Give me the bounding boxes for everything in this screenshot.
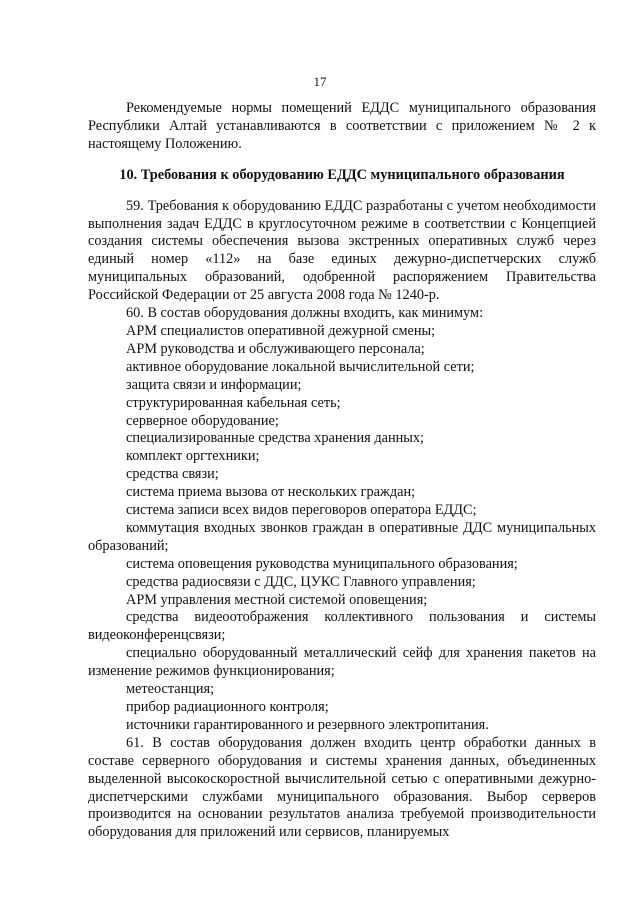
paragraph-60-intro: 60. В состав оборудования должны входить, как минимум: bbox=[126, 305, 484, 322]
list-item: система приема вызова от нескольких граждан; bbox=[126, 484, 416, 501]
list-item: метеостанция; bbox=[126, 681, 215, 698]
list-item: АРМ управления местной системой оповещения; bbox=[126, 591, 428, 608]
list-item: коммутация входных звонков граждан в оперативные ДДС муниципальных образований; bbox=[88, 519, 596, 554]
list-item: средства видеоотображения коллективного пользования и системы видеоконференцсвязи; bbox=[88, 609, 596, 644]
list-item: система записи всех видов переговоров оператора ЕДДС; bbox=[126, 502, 477, 519]
list-item: система оповещения руководства муниципального образования; bbox=[126, 555, 518, 572]
list-item: серверное оборудование; bbox=[126, 412, 279, 429]
paragraph-59: 59. Требования к оборудованию ЕДДС разработаны с учетом необходимости выполнения задач ЕДДС в круглосуточном режиме в соответствии с Концепцией создания системы обеспечения вызова экстренных оперативных служб через единый номер «112» на базе единых дежурно-диспетчерских служб муниципальных образований, одобренной распоряжением Правительства Российской Федерации от 25 августа 2008 года № 1240-р. bbox=[88, 197, 596, 304]
list-item: АРМ специалистов оперативной дежурной смены; bbox=[126, 322, 436, 339]
list-item: специализированные средства хранения данных; bbox=[126, 430, 424, 447]
list-item: источники гарантированного и резервного электропитания. bbox=[126, 716, 489, 733]
document-body bbox=[88, 100, 596, 842]
list-item: структурированная кабельная сеть; bbox=[126, 394, 341, 411]
section-heading: 10. Требования к оборудованию ЕДДС муниципального образования bbox=[119, 166, 565, 183]
list-item: активное оборудование локальной вычислительной сети; bbox=[126, 358, 475, 375]
list-item: комплект оргтехники; bbox=[126, 448, 260, 465]
equipment-list bbox=[88, 323, 596, 735]
intro-paragraph: Рекомендуемые нормы помещений ЕДДС муниципального образования Республики Алтай устанавливаются в соответствии с приложением № 2 к настоящему Положению. bbox=[88, 100, 596, 152]
list-item: защита связи и информации; bbox=[126, 376, 302, 393]
paragraph-61: 61. В состав оборудования должен входить центр обработки данных в составе серверного оборудования и системы хранения данных, объединенных выделенной высокоскоростной вычислительной сетью с оперативными дежурно-диспетчерскими службами муниципального образования. Выбор серверов производится на основании результатов анализа требуемой производительности оборудования для приложений или сервисов, планируемых bbox=[88, 734, 596, 841]
list-item: прибор радиационного контроля; bbox=[126, 699, 329, 715]
list-item: средства радиосвязи с ДДС, ЦУКС Главного управления; bbox=[126, 573, 476, 590]
page-number: 17 bbox=[313, 74, 327, 89]
list-item: АРМ руководства и обслуживающего персонала; bbox=[126, 340, 425, 357]
list-item: специально оборудованный металлический сейф для хранения пакетов на изменение режимов функционирования; bbox=[88, 645, 596, 680]
list-item: средства связи; bbox=[126, 466, 219, 483]
